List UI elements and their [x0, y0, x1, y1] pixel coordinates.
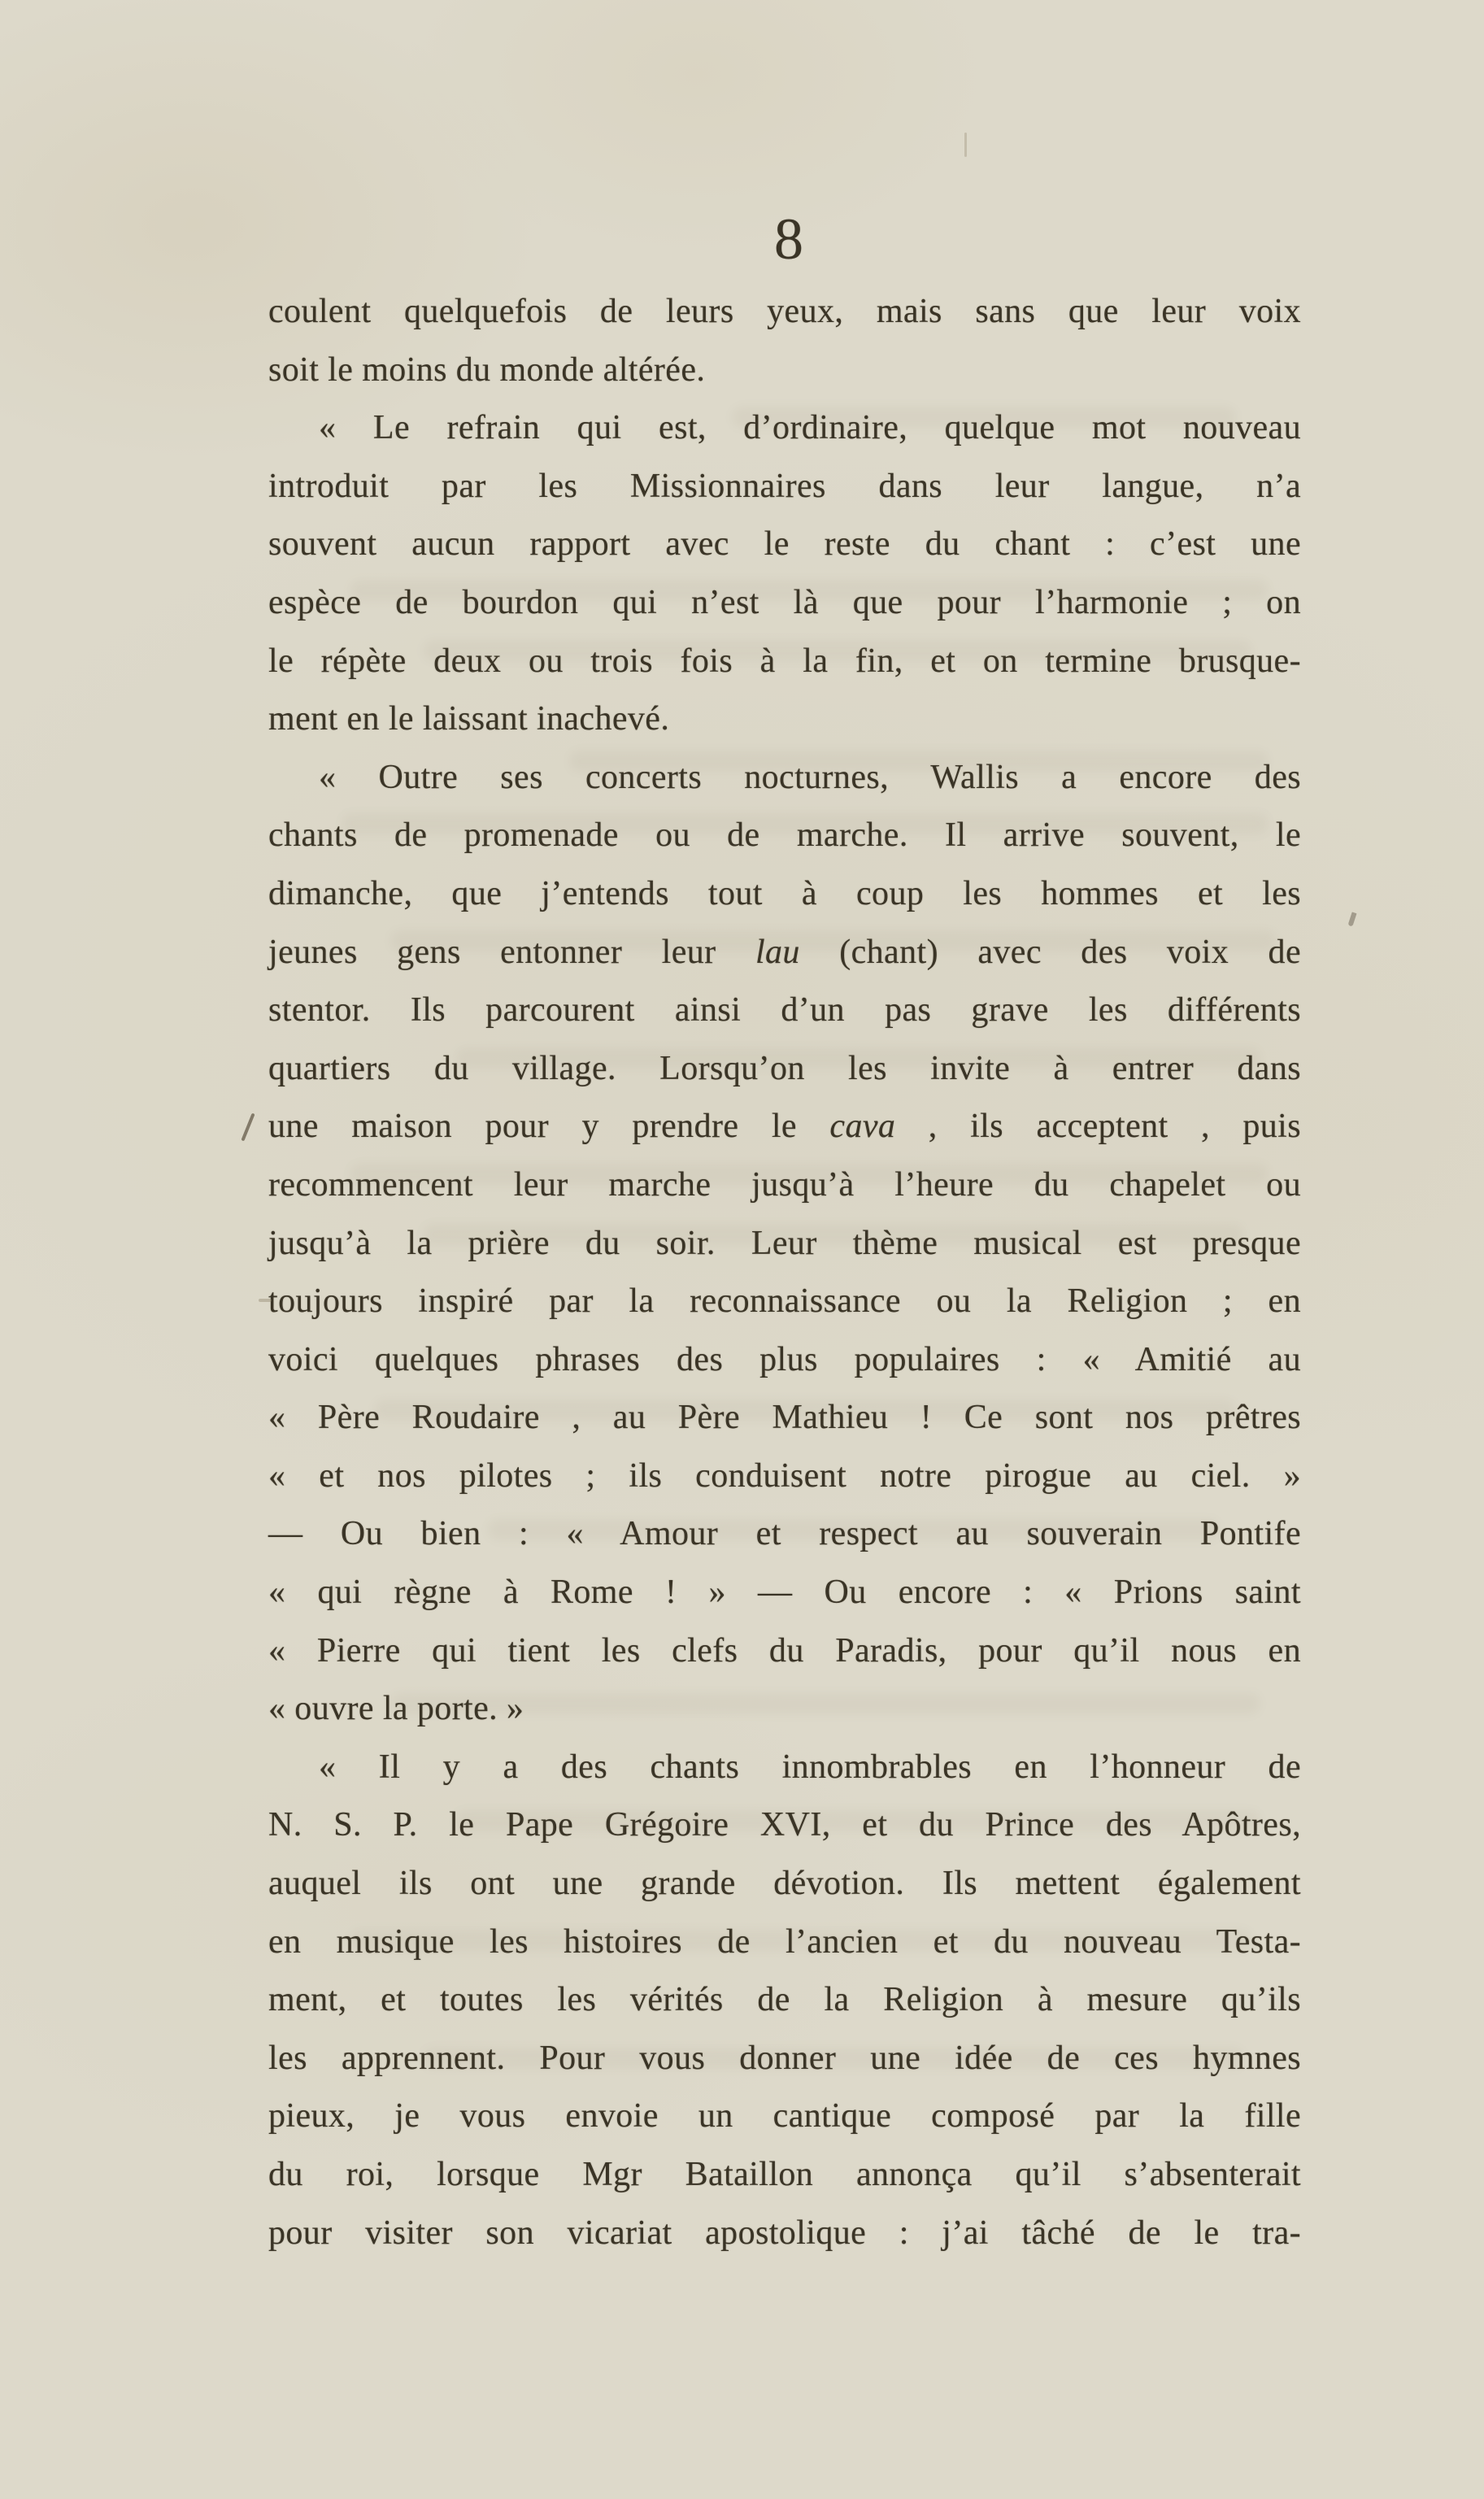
text-line — [268, 342, 1301, 400]
text-segment: , ils acceptent , puis — [895, 1108, 1301, 1146]
text-line — [268, 1331, 1301, 1390]
text-line — [268, 2146, 1301, 2205]
text-segment: dimanche, que j’entends tout à coup les hommes et les — [268, 874, 1301, 912]
text-segment: « et nos pilotes ; ils conduisent notre pirogue au ciel. » — [268, 1456, 1301, 1495]
text-line — [268, 1622, 1301, 1681]
text-line — [268, 1680, 1301, 1739]
text-line — [268, 1913, 1301, 1972]
text-line — [268, 516, 1301, 574]
text-line — [268, 865, 1301, 924]
text-segment: pieux, je vous envoie un cantique composé par la fille — [268, 2097, 1301, 2135]
text-line — [268, 1389, 1301, 1448]
text-line — [268, 2205, 1301, 2263]
text-line — [268, 1040, 1301, 1099]
text-line — [268, 1098, 1301, 1156]
text-line — [268, 807, 1301, 865]
text-line — [268, 2088, 1301, 2146]
text-line — [268, 1564, 1301, 1622]
text-line — [268, 1448, 1301, 1506]
text-line — [268, 283, 1301, 342]
text-segment: introduit par les Missionnaires dans leur langue, n’a — [268, 467, 1301, 505]
text-segment: souvent aucun rapport avec le reste du chant : c’est une — [268, 525, 1301, 564]
text-segment: « Pierre qui tient les clefs du Paradis, pour qu’il nous en — [268, 1631, 1301, 1670]
page-text — [268, 283, 1301, 2262]
italic-text-segment: cava — [829, 1108, 896, 1146]
text-segment: soit le moins du monde altérée. — [268, 350, 706, 389]
text-segment: jeunes gens entonner leur — [268, 933, 755, 971]
text-line — [268, 1273, 1301, 1331]
text-line — [268, 1855, 1301, 1913]
text-segment: une maison pour y prendre le — [268, 1108, 830, 1146]
text-segment: « Père Roudaire , au Père Mathieu ! Ce sont nos prêtres — [268, 1399, 1301, 1437]
text-segment: « ouvre la porte. » — [268, 1690, 524, 1728]
italic-text-segment: lau — [755, 933, 800, 971]
text-line — [268, 1215, 1301, 1273]
text-line — [268, 982, 1301, 1040]
text-line — [268, 1505, 1301, 1564]
text-line — [268, 399, 1301, 458]
text-line — [268, 690, 1301, 749]
text-segment: voici quelques phrases des plus populaires : « Amitié au — [268, 1340, 1301, 1378]
text-line — [268, 749, 1301, 808]
text-segment: (chant) avec des voix de — [799, 933, 1302, 971]
text-line — [268, 458, 1301, 516]
text-segment: espèce de bourdon qui n’est là que pour l’harmonie ; on — [268, 583, 1301, 621]
text-segment: stentor. Ils parcourent ainsi d’un pas grave les différents — [268, 991, 1301, 1030]
text-segment: chants de promenade ou de marche. Il arrive souvent, le — [268, 816, 1301, 855]
text-segment: auquel ils ont une grande dévotion. Ils mettent également — [268, 1865, 1301, 1903]
text-segment: « Le refrain qui est, d’ordinaire, quelque mot nouveau — [319, 409, 1301, 447]
text-segment: ment en le laissant inachevé. — [268, 700, 670, 738]
text-segment: pour visiter son vicariat apostolique : j’ai tâché de le tra- — [268, 2214, 1301, 2252]
margin-tick-mark — [1348, 912, 1357, 926]
top-hairline-mark — [964, 133, 967, 157]
margin-slash-mark — [241, 1113, 255, 1142]
text-segment: « Outre ses concerts nocturnes, Wallis a encore des — [319, 758, 1301, 796]
page-number: 8 — [774, 207, 803, 272]
text-segment: le répète deux ou trois fois à la fin, et on termine brusque- — [268, 642, 1301, 680]
text-segment: recommencent leur marche jusqu’à l’heure du chapelet ou — [268, 1165, 1301, 1204]
text-line — [268, 1971, 1301, 2030]
text-segment: ment, et toutes les vérités de la Religion à mesure qu’ils — [268, 1981, 1301, 2019]
text-segment: « qui règne à Rome ! » — Ou encore : « Prions saint — [268, 1574, 1301, 1612]
text-segment: « Il y a des chants innombrables en l’honneur de — [319, 1748, 1301, 1786]
text-line — [268, 2030, 1301, 2088]
text-segment: toujours inspiré par la reconnaissance ou la Religion ; en — [268, 1282, 1301, 1321]
text-line — [268, 1156, 1301, 1215]
text-line — [268, 1739, 1301, 1797]
text-line — [268, 924, 1301, 982]
text-line — [268, 574, 1301, 633]
text-segment: coulent quelquefois de leurs yeux, mais sans que leur voix — [268, 293, 1301, 330]
text-segment: du roi, lorsque Mgr Bataillon annonça qu’il s’absenterait — [268, 2156, 1301, 2193]
text-segment: — Ou bien : « Amour et respect au souverain Pontife — [268, 1515, 1301, 1553]
text-segment: en musique les histoires de l’ancien et du nouveau Testa- — [268, 1922, 1301, 1961]
text-segment: N. S. P. le Pape Grégoire XVI, et du Prince des Apôtres, — [268, 1806, 1301, 1844]
text-segment: les apprennent. Pour vous donner une idée de ces hymnes — [268, 2039, 1301, 2077]
text-segment: quartiers du village. Lorsqu’on les invite à entrer dans — [268, 1049, 1301, 1087]
text-line — [268, 1796, 1301, 1855]
text-segment: jusqu’à la prière du soir. Leur thème musical est presque — [268, 1224, 1301, 1262]
text-line — [268, 633, 1301, 691]
margin-dash-mark — [259, 1299, 272, 1302]
